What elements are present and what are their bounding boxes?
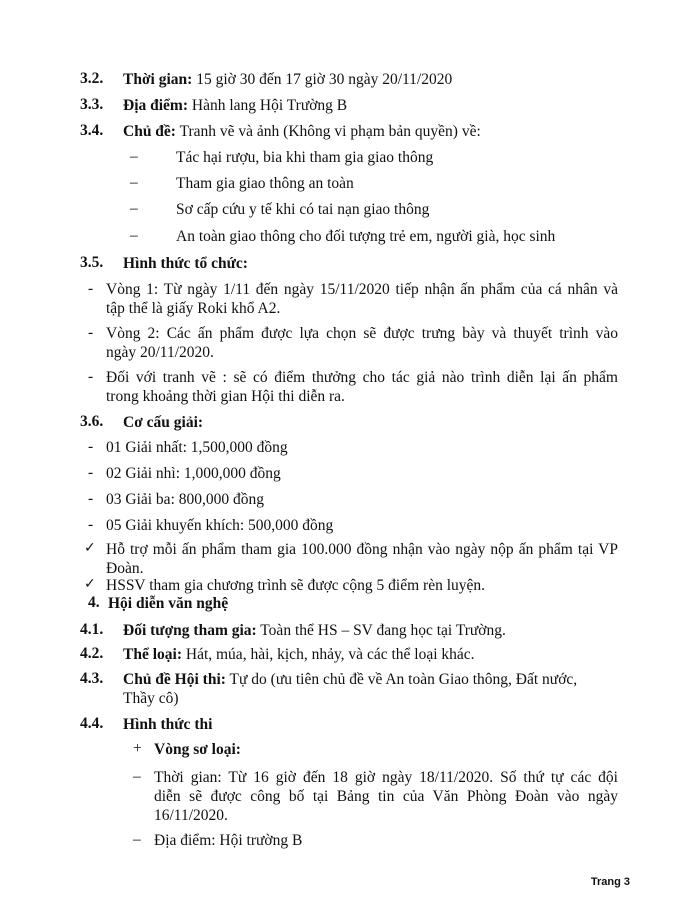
list-item-line: tập thể là giấy Roki khổ A2. xyxy=(106,300,281,317)
section-line xyxy=(123,645,475,665)
section-line xyxy=(123,670,577,690)
section-text: Hát, múa, hài, kịch, nhảy, và các thể loại khác. xyxy=(182,646,475,663)
hyphen-bullet: - xyxy=(88,490,94,507)
hyphen-bullet: - xyxy=(88,368,94,385)
section-line xyxy=(123,70,452,90)
section-label: Hình thức thi xyxy=(123,716,213,733)
dash-bullet: – xyxy=(130,200,138,217)
check-item-line: HSSV tham gia chương trình sẽ được cộng 5 điểm rèn luyện. xyxy=(106,577,486,594)
section-line xyxy=(123,96,347,116)
plus-bullet: + xyxy=(133,740,142,757)
list-item-line: Vòng 2: Các ấn phẩm được lựa chọn sẽ được trưng bày và thuyết trình vào xyxy=(106,325,618,342)
section-text: Tranh vẽ và ảnh (Không vi phạm bản quyền) về: xyxy=(175,123,481,140)
list-item-line: Đối với tranh vẽ : sẽ có điểm thưởng cho tác giả nào trình diễn lại ấn phẩm xyxy=(106,369,618,386)
section-number: 4.2. xyxy=(80,645,104,662)
list-item-line: trong khoảng thời gian Hội thi diễn ra. xyxy=(106,388,345,405)
list-item: Tác hại rượu, bia khi tham gia giao thông xyxy=(176,149,434,166)
page-number: Trang 3 xyxy=(590,876,630,888)
section-line xyxy=(123,621,506,641)
dash-bullet: – xyxy=(130,174,138,191)
list-item: Tham gia giao thông an toàn xyxy=(176,175,354,192)
section-text: Hành lang Hội Trường B xyxy=(188,97,348,114)
section-label: Đối tượng tham gia: xyxy=(123,622,257,639)
section-text: Toàn thể HS – SV đang học tại Trường. xyxy=(256,622,506,639)
section-text: 15 giờ 30 đến 17 giờ 30 ngày 20/11/2020 xyxy=(192,71,453,88)
prize-item: 05 Giải khuyến khích: 500,000 đồng xyxy=(106,517,334,534)
section-label: Thể loại: xyxy=(123,646,182,663)
section-number: 3.4. xyxy=(80,122,104,139)
hyphen-bullet: - xyxy=(88,280,94,297)
section-number: 4.4. xyxy=(80,715,104,732)
check-icon: ✓ xyxy=(84,576,96,592)
section-label: Cơ cấu giải: xyxy=(123,414,204,431)
check-item-line: Đoàn. xyxy=(106,560,144,577)
section-number: 3.3. xyxy=(80,96,104,113)
section-label: Chủ đề: xyxy=(123,123,176,140)
check-icon: ✓ xyxy=(84,540,96,556)
hyphen-bullet: - xyxy=(88,438,94,455)
round-heading: Vòng sơ loại: xyxy=(154,741,241,758)
section-label: Hình thức tổ chức: xyxy=(123,255,248,272)
prize-item: 03 Giải ba: 800,000 đồng xyxy=(106,491,264,508)
section-number: 3.2. xyxy=(80,70,104,87)
hyphen-bullet: - xyxy=(88,464,94,481)
list-item: Sơ cấp cứu y tế khi có tai nạn giao thông xyxy=(176,201,430,218)
section-heading: Hội diễn văn nghệ xyxy=(108,595,229,612)
dash-bullet: – xyxy=(130,148,138,165)
section-label: Chủ đề Hội thi: xyxy=(123,671,226,688)
section-number: 3.6. xyxy=(80,413,104,430)
hyphen-bullet: - xyxy=(88,516,94,533)
section-number: 4.3. xyxy=(80,670,104,687)
section-label: Địa điểm: xyxy=(123,97,189,114)
section-number: 3.5. xyxy=(80,254,104,271)
list-item-line: Thời gian: Từ 16 giờ đến 18 giờ ngày 18/11/2020. Số thứ tự các đội xyxy=(154,769,618,786)
prize-item: 01 Giải nhất: 1,500,000 đồng xyxy=(106,439,288,456)
dash-bullet: – xyxy=(133,831,141,848)
list-item-line: Vòng 1: Từ ngày 1/11 đến ngày 15/11/2020 tiếp nhận ấn phẩm của cá nhân và xyxy=(106,281,618,298)
list-item-line: diễn sẽ được công bố tại Bảng tin của Văn Phòng Đoàn vào ngày xyxy=(154,788,618,805)
dash-bullet: – xyxy=(133,768,141,785)
list-item-line: ngày 20/11/2020. xyxy=(106,344,214,361)
dash-bullet: – xyxy=(130,227,138,244)
section-number: 4. xyxy=(88,594,100,611)
section-text: Tự do (ưu tiên chủ đề về An toàn Giao thông, Đất nước, xyxy=(225,671,578,688)
prize-item: 02 Giải nhì: 1,000,000 đồng xyxy=(106,465,281,482)
check-item-line: Hỗ trợ mỗi ấn phẩm tham gia 100.000 đồng nhận vào ngày nộp ấn phẩm tại VP xyxy=(106,541,618,558)
hyphen-bullet: - xyxy=(88,324,94,341)
list-item: An toàn giao thông cho đối tượng trẻ em, người già, học sinh xyxy=(176,228,556,245)
section-line xyxy=(123,122,481,142)
section-number: 4.1. xyxy=(80,621,104,638)
list-item-line: Địa điểm: Hội trường B xyxy=(154,832,303,849)
list-item-line: 16/11/2020. xyxy=(154,807,228,824)
section-line-cont: Thầy cô) xyxy=(123,690,179,707)
section-label: Thời gian: xyxy=(123,71,193,88)
